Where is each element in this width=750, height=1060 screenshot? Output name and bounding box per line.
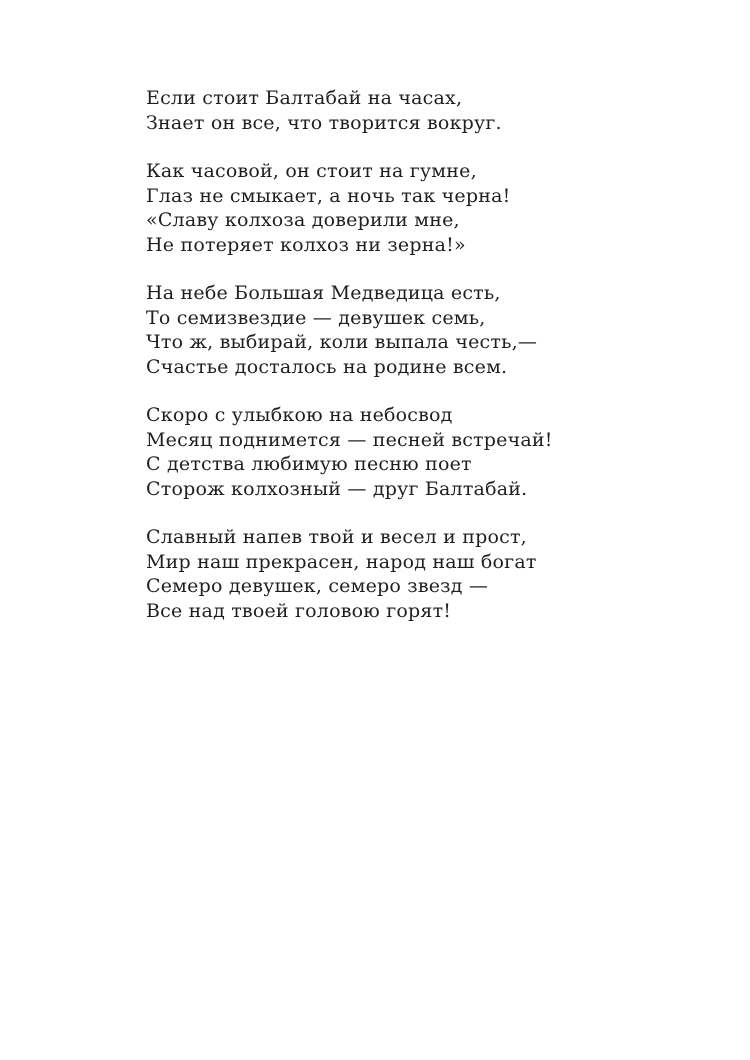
poem-line: Не потеряет колхоз ни зерна!»: [146, 233, 466, 256]
poem-line: Мир наш прекрасен, народ наш богат: [146, 550, 537, 573]
poem-line: Семеро девушек, семеро звезд —: [146, 575, 489, 597]
poem-line: Счастье досталось на родине всем.: [146, 355, 508, 378]
poem-stanza-3: [146, 281, 606, 379]
poem-stanza-4: [146, 403, 606, 501]
poem-line: Скоро с улыбкою на небосвод: [146, 404, 453, 426]
poem-line: На небе Большая Медведица есть,: [146, 282, 501, 304]
poem-line: Месяц поднимется — песней встречай!: [146, 428, 553, 451]
poem-stanza-2: [146, 159, 606, 257]
poem-line: Что ж, выбирай, коли выпала честь,—: [146, 331, 538, 353]
poem-line: С детства любимую песню поет: [146, 453, 472, 475]
poem-line: Сторож колхозный — друг Балтабай.: [146, 477, 528, 500]
poem-line: Славный напев твой и весел и прост,: [146, 526, 527, 548]
poem-line: То семизвездие — девушек семь,: [146, 306, 486, 329]
poem-line: Как часовой, он стоит на гумне,: [146, 160, 477, 182]
poem-stanza-5: [146, 525, 606, 623]
poem-stanza-1: [146, 86, 606, 135]
poem-text: [146, 86, 606, 647]
poem-line: Глаз не смыкает, а ночь так черна!: [146, 184, 511, 207]
poem-line: «Славу колхоза доверили мне,: [146, 209, 460, 231]
poem-line: Знает он все, что творится вокруг.: [146, 111, 502, 134]
poem-line: Если стоит Балтабай на часах,: [146, 87, 463, 109]
poem-line: Все над твоей головою горят!: [146, 599, 452, 622]
